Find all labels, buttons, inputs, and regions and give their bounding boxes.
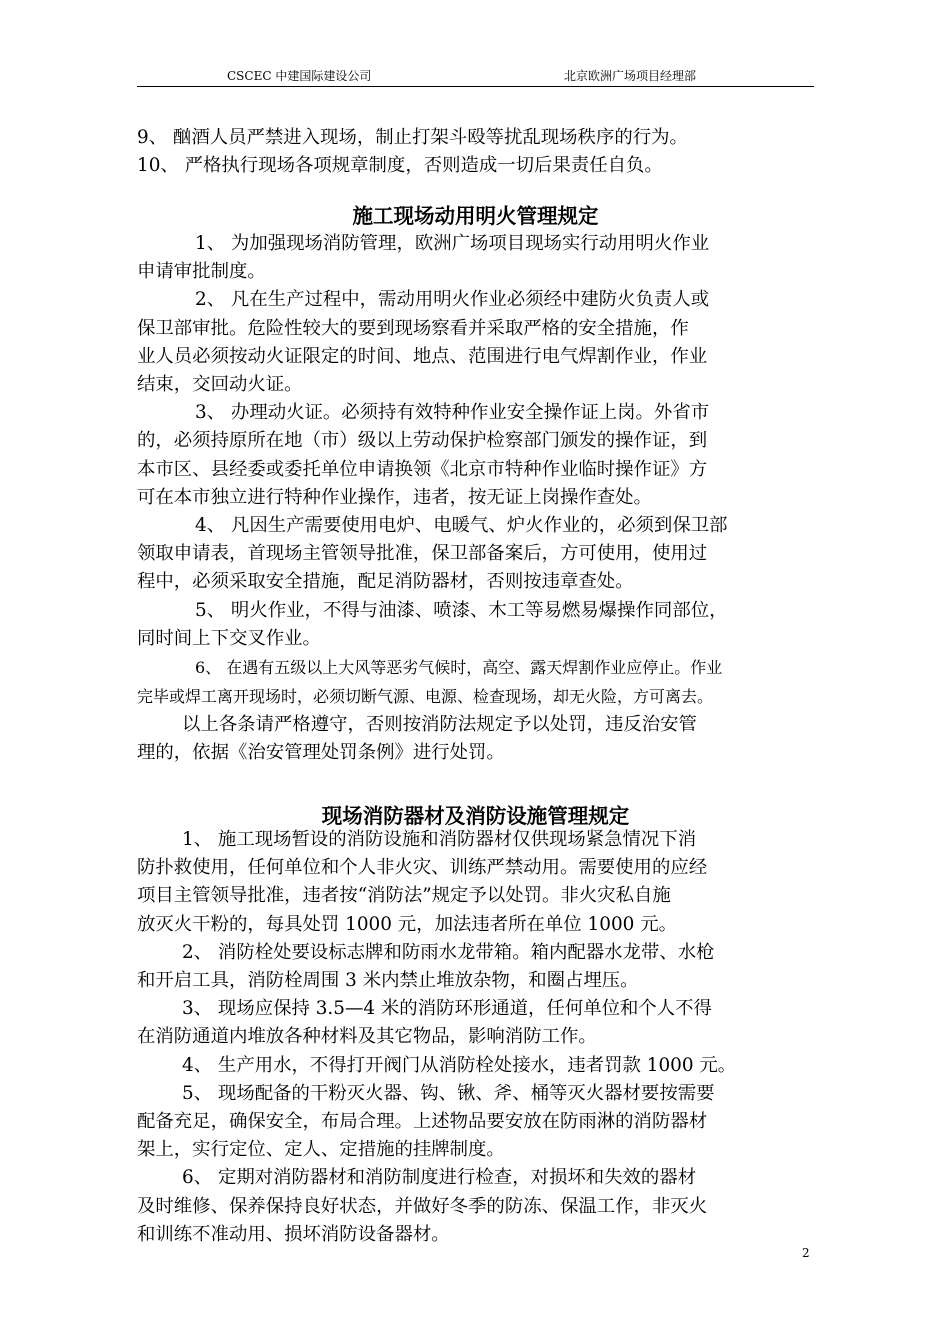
s2-p1-l1: 1、 施工现场暂设的消防设施和消防器材仅供现场紧急情况下消 [182, 829, 697, 850]
section1-body [137, 230, 814, 767]
s2-p1-l4: 放灭火干粉的，每具处罚 1000 元，加法违者所在单位 1000 元。 [137, 913, 677, 935]
item-10: 10、 严格执行现场各项规章制度，否则造成一切后果责任自负。 [137, 155, 663, 177]
s1-p5-l1: 5、 明火作业，不得与油漆、喷漆、木工等易燃易爆操作同部位， [195, 599, 728, 621]
header-project: 北京欧洲广场项目经理部 [564, 69, 697, 83]
item-9: 9、 酗酒人员严禁进入现场，制止打架斗殴等扰乱现场秩序的行为。 [137, 127, 688, 148]
s1-p4-l3: 程中，必须采取安全措施，配足消防器材，否则按违章查处。 [137, 571, 634, 593]
section2-body [137, 826, 814, 1249]
s1-p2-l3: 业人员必须按动火证限定的时间、地点、范围进行电气焊割作业，作业 [137, 345, 708, 367]
s2-p4-l1: 4、 生产用水，不得打开阀门从消防栓处接水，违者罚款 1000 元。 [182, 1054, 737, 1076]
s2-p1-l2: 防扑救使用，任何单位和个人非火灾、训练严禁动用。需要使用的应经 [137, 857, 708, 879]
s1-p2-l2: 保卫部审批。危险性较大的要到现场察看并采取严格的安全措施，作 [137, 317, 689, 339]
s2-p1-l3: 项目主管领导批准，违者按“消防法”规定予以处罚。非火灾私自施 [137, 885, 671, 907]
s1-p6-l1: 6、 在遇有五级以上大风等恶劣气候时，高空、露天焊割作业应停止。作业 [195, 658, 723, 678]
s1-closing-l2: 理的，依据《治安管理处罚条例》进行处罚。 [137, 742, 505, 764]
s1-p3-l2: 的，必须持原所在地（市）级以上劳动保护检察部门颁发的操作证，到 [137, 430, 708, 452]
s1-p1-l2: 申请审批制度。 [137, 261, 266, 283]
s2-p6-l3: 和训练不准动用、损坏消防设备器材。 [137, 1223, 450, 1245]
s2-p2-l2: 和开启工具，消防栓周围 3 米内禁止堆放杂物，和圈占埋压。 [137, 970, 639, 992]
s1-p5-l2: 同时间上下交叉作业。 [137, 627, 321, 649]
s2-p3-l1: 3、 现场应保持 3.5—4 米的消防环形通道，任何单位和个人不得 [182, 998, 712, 1020]
page-number: 2 [802, 1246, 810, 1260]
s2-p3-l2: 在消防通道内堆放各种材料及其它物品，影响消防工作。 [137, 1026, 597, 1048]
s2-p5-l1: 5、 现场配备的干粉灭火器、钩、锹、斧、桶等灭火器材要按需要 [182, 1082, 715, 1104]
s1-p1-l1: 1、 为加强现场消防管理，欧洲广场项目现场实行动用明火作业 [195, 233, 710, 254]
s1-p2-l4: 结束，交回动火证。 [137, 374, 303, 396]
header-company: CSCEC 中建国际建设公司 [227, 69, 372, 83]
s1-p2-l1: 2、 凡在生产过程中，需动用明火作业必须经中建防火负责人或 [195, 289, 710, 311]
s1-p6-l2: 完毕或焊工离开现场时，必须切断气源、电源、检查现场，却无火险，方可离去。 [137, 687, 714, 707]
top-items [137, 124, 814, 180]
s2-p5-l3: 架上，实行定位、定人、定措施的挂牌制度。 [137, 1139, 505, 1161]
s1-p3-l3: 本市区、县经委或委托单位申请换领《北京市特种作业临时操作证》方 [137, 458, 708, 480]
s1-p3-l4: 可在本市独立进行特种作业操作，违者，按无证上岗操作查处。 [137, 486, 652, 508]
s1-p4-l1: 4、 凡因生产需要使用电炉、电暖气、炉火作业的，必须到保卫部 [195, 515, 728, 537]
s1-p4-l2: 领取申请表，首现场主管领导批准，保卫部备案后，方可使用，使用过 [137, 543, 708, 565]
s1-closing-l1: 以上各条请严格遵守，否则按消防法规定予以处罚，违反治安管 [182, 714, 697, 736]
page-header [137, 66, 814, 87]
s2-p5-l2: 配备充足，确保安全，布局合理。上述物品要安放在防雨淋的消防器材 [137, 1111, 708, 1133]
section1-title: 施工现场动用明火管理规定 [352, 204, 599, 228]
s1-p3-l1: 3、 办理动火证。必须持有效特种作业安全操作证上岗。外省市 [195, 402, 710, 424]
s2-p2-l1: 2、 消防栓处要设标志牌和防雨水龙带箱。箱内配器水龙带、水枪 [182, 941, 715, 963]
s2-p6-l2: 及时维修、保养保持良好状态，并做好冬季的防冻、保温工作，非灭火 [137, 1195, 708, 1217]
s2-p6-l1: 6、 定期对消防器材和消防制度进行检查，对损坏和失效的器材 [182, 1167, 697, 1189]
section2-title: 现场消防器材及消防设施管理规定 [321, 804, 630, 828]
